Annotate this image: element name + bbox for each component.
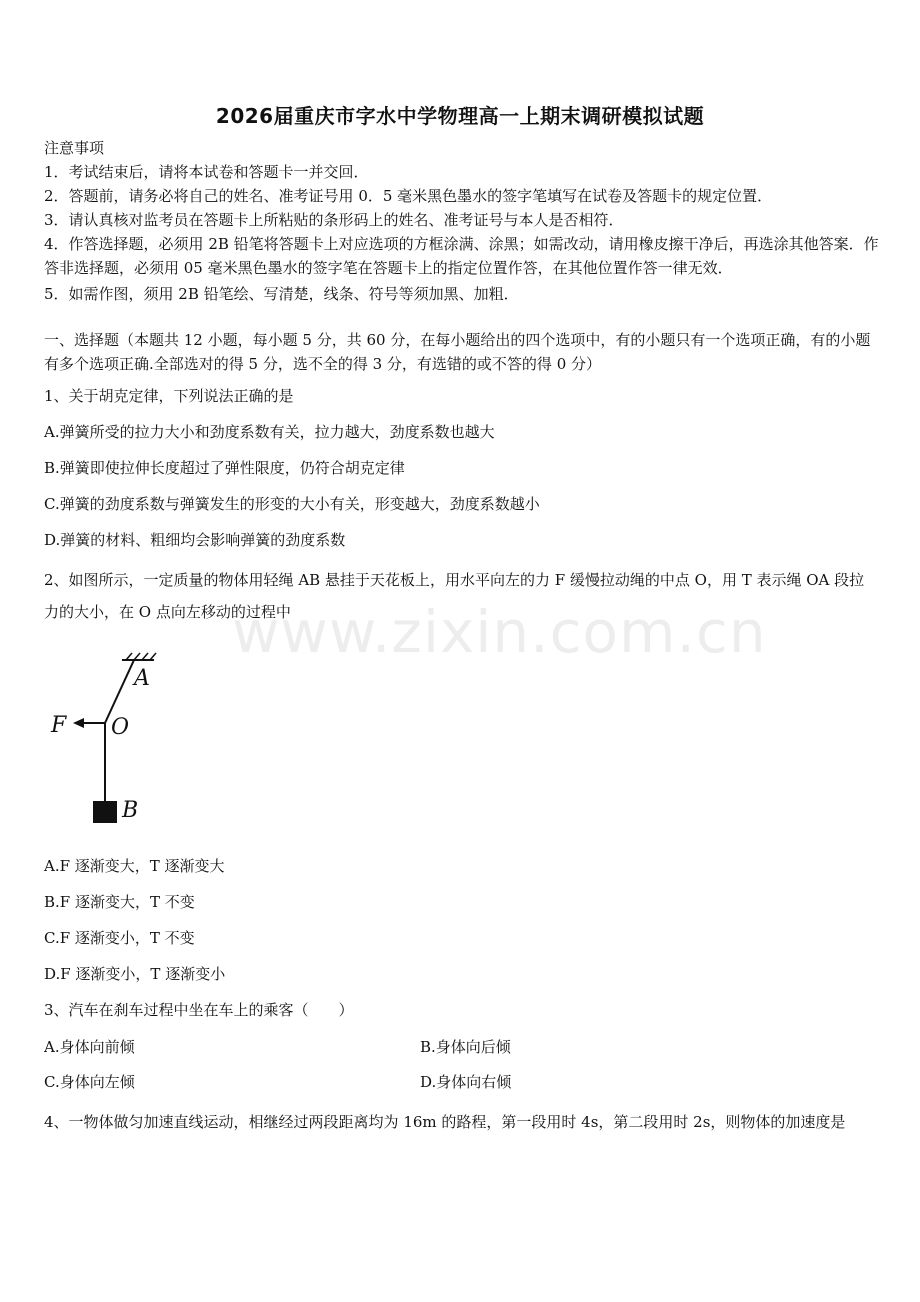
- note-item-4: 4．作答选择题，必须用 2B 铅笔将答题卡上对应选项的方框涂满、涂黑；如需改动，请用橡皮擦干净后，再选涂其他答案．作答非选择题，必须用 05 毫米黑色墨水的签字笔在答题卡上的指定位置作答，在其他位置作答一律无效．: [44, 235, 879, 277]
- note-item-2: 2．答题前，请务必将自己的姓名、准考证号用 0．5 毫米黑色墨水的签字笔填写在试卷及答题卡的规定位置．: [44, 187, 773, 205]
- q3-option-c: C.身体向左倾: [44, 1073, 135, 1091]
- note-item-5: 5．如需作图，须用 2B 铅笔绘、写清楚，线条、符号等须加黑、加粗．: [44, 285, 519, 303]
- force-arrow-head: [73, 718, 84, 728]
- q1-option-d: D.弹簧的材料、粗细均会影响弹簧的劲度系数: [44, 531, 346, 549]
- q3-option-b: B.身体向后倾: [420, 1038, 511, 1056]
- q3-stem: 3、汽车在刹车过程中坐在车上的乘客（ ）: [44, 1001, 354, 1019]
- q1-stem: 1、关于胡克定律，下列说法正确的是: [44, 387, 294, 405]
- exam-title: 2026届重庆市字水中学物理高一上期末调研模拟试题: [215, 104, 705, 128]
- watermark: www.zixin.com.cn: [232, 598, 767, 666]
- q1-option-c: C.弹簧的劲度系数与弹簧发生的形变的大小有关，形变越大，劲度系数越小: [44, 495, 540, 513]
- q2-option-b: B.F 逐渐变大，T 不变: [44, 893, 195, 911]
- q3-option-a: A.身体向前倾: [44, 1038, 135, 1056]
- q2-stem: 2、如图所示，一定质量的物体用轻绳 AB 悬挂于天花板上，用水平向左的力 F 缓慢拉动绳的中点 O，用 T 表示绳 OA 段拉力的大小，在 O 点向左移动的过程中: [44, 571, 865, 621]
- ceiling-hatch: [126, 653, 156, 660]
- q4-stem: 4、一物体做匀加速直线运动，相继经过两段距离均为 16m 的路程，第一段用时 4s，第二段用时 2s，则物体的加速度是: [44, 1113, 846, 1131]
- note-item-1: 1．考试结束后，请将本试卷和答题卡一并交回．: [44, 163, 369, 181]
- q3-option-d: D.身体向右倾: [420, 1073, 512, 1091]
- notes-heading: 注意事项: [44, 139, 105, 157]
- label-a: A: [134, 666, 150, 691]
- q2-option-c: C.F 逐渐变小，T 不变: [44, 929, 195, 947]
- q1-option-b: B.弹簧即使拉伸长度超过了弹性限度，仍符合胡克定律: [44, 459, 405, 477]
- label-o: O: [111, 715, 130, 740]
- rope-oa: [105, 660, 134, 723]
- block-b: [93, 801, 117, 823]
- label-b: B: [122, 798, 139, 823]
- q2-option-d: D.F 逐渐变小，T 逐渐变小: [44, 965, 226, 983]
- q2-figure: [44, 650, 184, 830]
- q2-option-a: A.F 逐渐变大，T 逐渐变大: [44, 857, 225, 875]
- label-f: F: [51, 713, 67, 738]
- note-item-3: 3．请认真核对监考员在答题卡上所粘贴的条形码上的姓名、准考证号与本人是否相符．: [44, 211, 624, 229]
- q1-option-a: A.弹簧所受的拉力大小和劲度系数有关，拉力越大，劲度系数也越大: [44, 423, 495, 441]
- section-1-instructions: 一、选择题（本题共 12 小题，每小题 5 分，共 60 分，在每小题给出的四个选项中，有的小题只有一个选项正确，有的小题有多个选项正确.全部选对的得 5 分，选不全的得 3 分，有选错的或不答的得 0 分）: [44, 331, 871, 373]
